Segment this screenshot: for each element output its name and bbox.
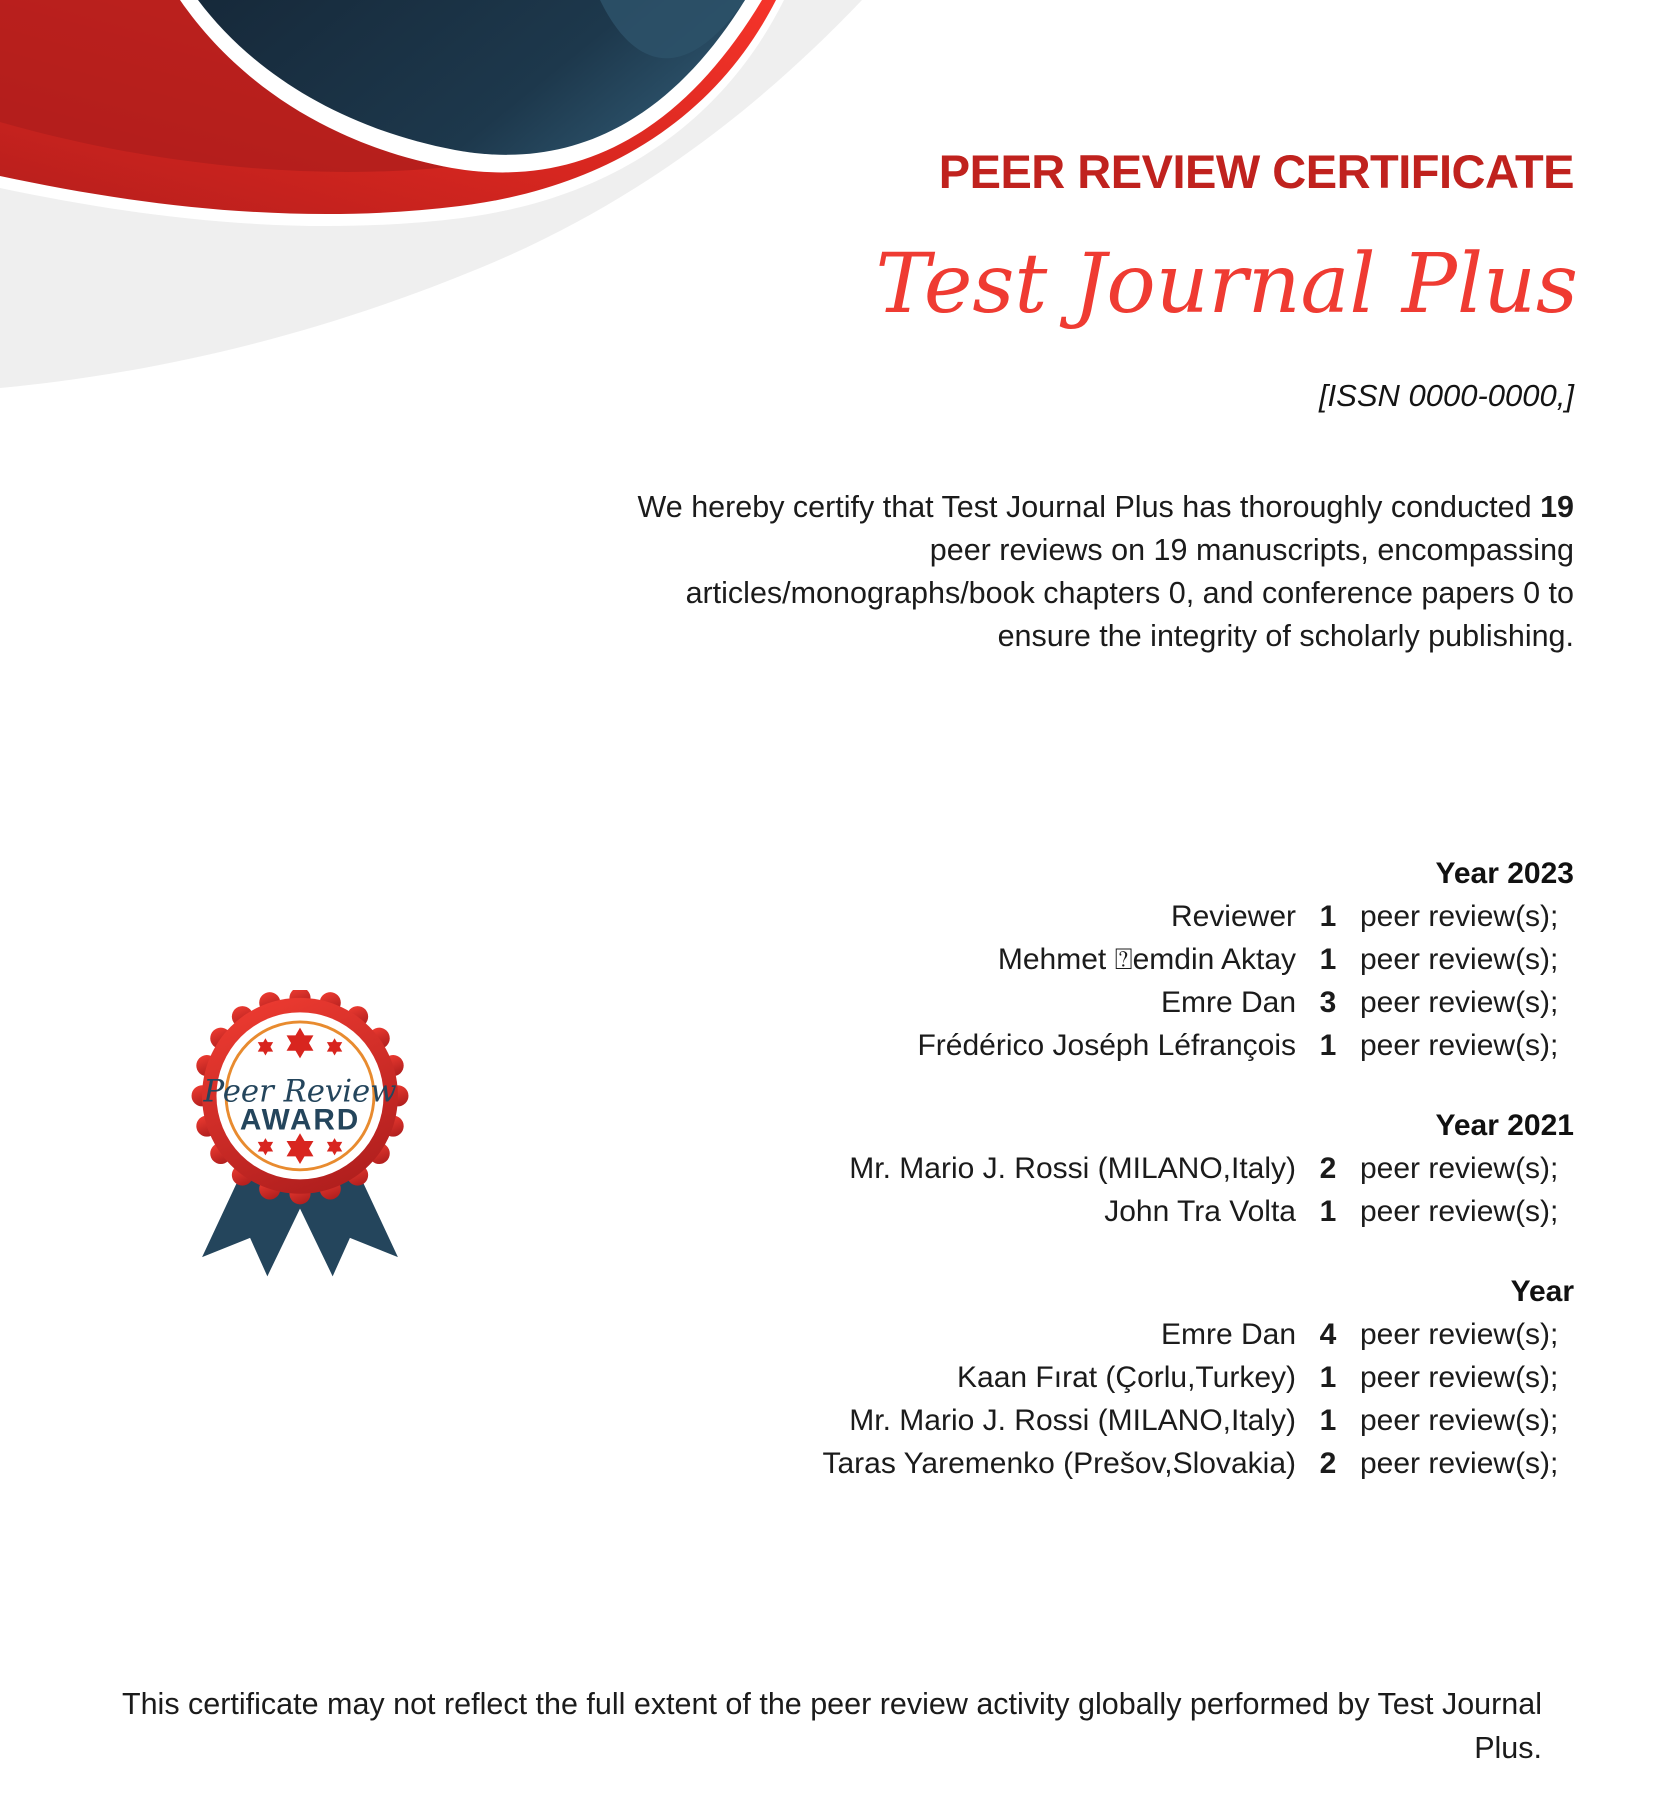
disclaimer-text: This certificate may not reflect the full extent of the peer review activity globally performed by Test Journal Plus. — [121, 1687, 1542, 1765]
section-year-2021 — [822, 1104, 1574, 1233]
reviewer-name: Reviewer — [1170, 900, 1296, 933]
reviewer-name: John Tra Volta — [1104, 1195, 1296, 1228]
section-heading: Year 2023 — [1435, 857, 1574, 890]
review-count: 1 — [1319, 1195, 1337, 1228]
reviewer-row — [822, 981, 1574, 1024]
intro-line-1 — [638, 486, 1574, 529]
review-count: 1 — [1319, 1404, 1337, 1437]
review-sections — [822, 852, 1574, 1522]
reviewer-row — [822, 1024, 1574, 1067]
reviewer-row — [822, 1313, 1574, 1356]
reviewer-row — [822, 1442, 1574, 1485]
reviewer-name: Kaan Fırat (Çorlu,Turkey) — [957, 1361, 1296, 1394]
issn-line: [ISSN 0000-0000,] — [1318, 378, 1574, 413]
reviewer-name: Emre Dan — [1160, 986, 1296, 1019]
badge-award-label: AWARD — [239, 1103, 361, 1137]
intro-line-2: peer reviews on 19 manuscripts, encompassing — [929, 533, 1574, 567]
reviewer-row — [822, 938, 1574, 981]
review-count: 1 — [1319, 1361, 1337, 1394]
reviewer-name: Emre Dan — [1160, 1318, 1296, 1351]
review-unit: peer review(s); — [1360, 1318, 1559, 1351]
reviewer-name: Mr. Mario J. Rossi (MILANO,Italy) — [849, 1404, 1296, 1437]
intro-line-4: ensure the integrity of scholarly publishing. — [997, 619, 1574, 653]
corner-wave-decoration — [0, 0, 900, 395]
review-count: 1 — [1319, 900, 1337, 933]
review-unit: peer review(s); — [1360, 900, 1559, 933]
review-unit: peer review(s); — [1360, 943, 1559, 976]
section-year-2023 — [822, 852, 1574, 1067]
review-unit: peer review(s); — [1360, 986, 1559, 1019]
reviewer-name: Frédérico Joséph Léfrançois — [917, 1029, 1296, 1062]
badge-peer-review-label: Peer Review — [203, 1073, 397, 1110]
review-unit: peer review(s); — [1360, 1195, 1559, 1228]
review-unit: peer review(s); — [1360, 1361, 1559, 1394]
reviewer-name: Mr. Mario J. Rossi (MILANO,Italy) — [849, 1152, 1296, 1185]
intro-line-1-text: We hereby certify that Test Journal Plus has thoroughly conducted — [637, 490, 1541, 524]
section-year-unspecified — [822, 1270, 1574, 1485]
intro-line-3: articles/monographs/book chapters 0, and conference papers 0 to — [685, 576, 1574, 610]
intro-total-count: 19 — [1540, 490, 1574, 524]
section-heading: Year — [1510, 1275, 1574, 1308]
review-count: 1 — [1319, 943, 1337, 976]
page-title: PEER REVIEW CERTIFICATE — [938, 145, 1574, 198]
reviewer-row — [822, 1356, 1574, 1399]
section-heading: Year 2021 — [1435, 1109, 1574, 1142]
certification-paragraph — [638, 486, 1574, 658]
reviewer-name: Mehmet ⍰emdin Aktay — [997, 943, 1296, 976]
journal-name: Test Journal Plus — [875, 237, 1578, 332]
peer-review-award-badge — [156, 990, 444, 1290]
review-count: 1 — [1319, 1029, 1337, 1062]
review-unit: peer review(s); — [1360, 1404, 1559, 1437]
reviewer-row — [822, 1147, 1574, 1190]
review-unit: peer review(s); — [1360, 1029, 1559, 1062]
review-count: 2 — [1319, 1447, 1337, 1480]
review-count: 2 — [1319, 1152, 1337, 1185]
reviewer-name: Taras Yaremenko (Prešov,Slovakia) — [822, 1447, 1296, 1480]
reviewer-row — [822, 1399, 1574, 1442]
review-count: 3 — [1319, 986, 1337, 1019]
reviewer-row — [822, 895, 1574, 938]
review-unit: peer review(s); — [1360, 1447, 1559, 1480]
review-count: 4 — [1319, 1318, 1337, 1351]
reviewer-row — [822, 1190, 1574, 1233]
review-unit: peer review(s); — [1360, 1152, 1559, 1185]
